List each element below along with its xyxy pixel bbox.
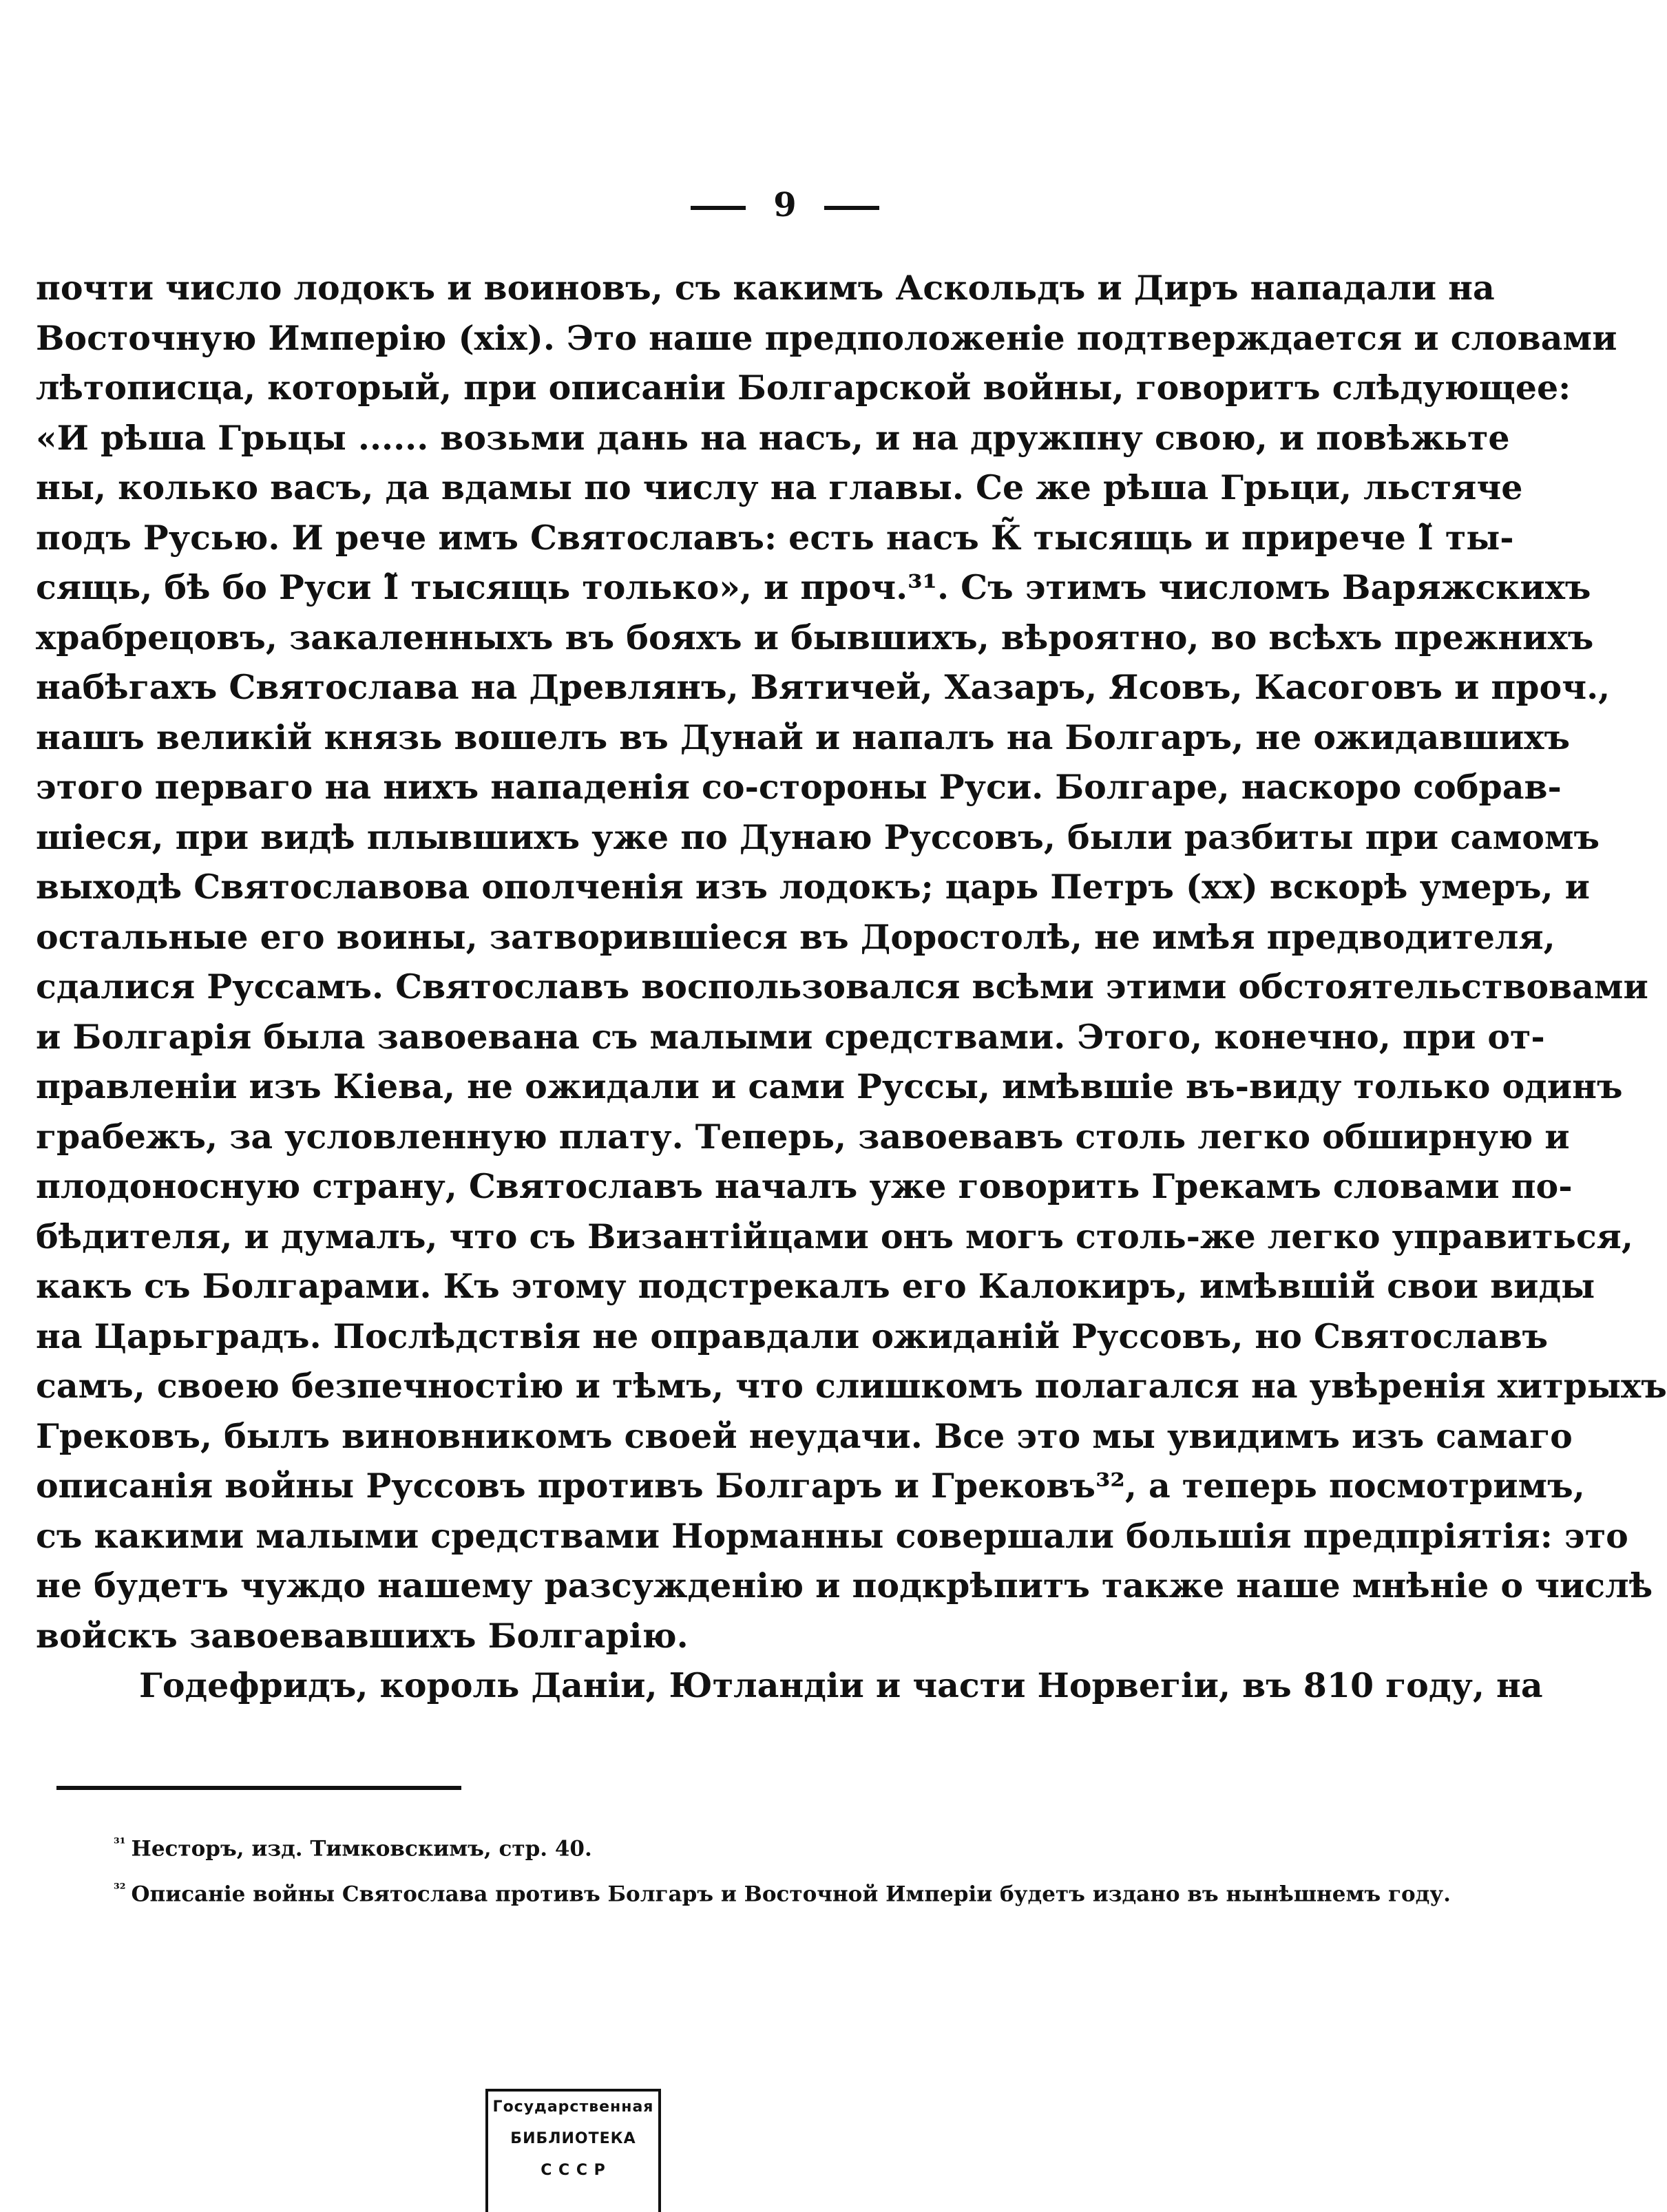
footnotes	[114, 1823, 1451, 1915]
stamp-line-3: С С С Р	[541, 2162, 606, 2179]
text-line: почти число лодокъ и воиновъ, съ какимъ Аскольдъ и Диръ нападали на	[36, 268, 1495, 308]
text-line: Грековъ, былъ виновникомъ своей неудачи. Все это мы увидимъ изъ самаго	[36, 1415, 1573, 1456]
text-line: подъ Русью. И рече имъ Святославъ: есть насъ К̃ тысящь и прирече Ӏ̃ ты-	[36, 517, 1514, 558]
footnote-32	[114, 1868, 1451, 1914]
text-line: съ какими малыми средствами Норманны совершали большія предпріятія: это	[36, 1515, 1628, 1556]
text-line: правленіи изъ Кіева, не ожидали и сами Руссы, имѣвшіе въ-виду только одинъ	[36, 1066, 1623, 1106]
text-line: лѣтописца, который, при описаніи Болгарской войны, говоритъ слѣдующее:	[36, 368, 1571, 408]
text-line: самъ, своею безпечностію и тѣмъ, что слишкомъ полагался на увѣренія хитрыхъ	[36, 1366, 1667, 1406]
text-line: на Царьградъ. Послѣдствія не оправдали ожиданій Руссовъ, но Святославъ	[36, 1316, 1549, 1356]
page-number-value: 9	[773, 186, 797, 224]
text-line: шіеся, при видѣ плывшихъ уже по Дунаю Руссовъ, были разбиты при самомъ	[36, 817, 1600, 857]
text-line: какъ съ Болгарами. Къ этому подстрекалъ его Калокиръ, имѣвшій свои виды	[36, 1266, 1595, 1306]
footnote-mark: ³²	[114, 1880, 126, 1897]
text-line: этого перваго на нихъ нападенія со-стороны Руси. Болгаре, наскоро собрав-	[36, 767, 1562, 807]
footnote-mark: ³¹	[114, 1835, 126, 1851]
page-number	[0, 186, 1570, 224]
text-line: войскъ завоевавшихъ Болгарію.	[36, 1615, 689, 1656]
text-line: «И рѣша Грьцы ...... возьми дань на насъ, и на дружпну свою, и повѣжьте	[36, 417, 1510, 458]
text-line: описанія войны Руссовъ противъ Болгаръ и Грековъ³², а теперь посмотримъ,	[36, 1466, 1585, 1506]
text-line: сящь, бѣ бо Руси Ӏ̃ тысящь только», и проч.³¹. Съ этимъ числомъ Варяжскихъ	[36, 567, 1591, 607]
footnote-divider	[56, 1786, 461, 1790]
stamp-line-2: БИБЛИОТЕКА	[510, 2130, 636, 2147]
text-line: сдалися Руссамъ. Святославъ воспользовался всѣми этими обстоятельствовами	[36, 967, 1648, 1007]
footnote-31	[114, 1823, 1339, 1868]
text-line: бѣдителя, и думалъ, что съ Византійцами онъ могъ столь-же легко управиться,	[36, 1216, 1633, 1256]
text-line: храбрецовъ, закаленныхъ въ бояхъ и бывшихъ, вѣроятно, во всѣхъ прежнихъ	[36, 617, 1594, 657]
footnote-text: Описаніе войны Святослава противъ Болгаръ и Восточной Имперіи будетъ издано въ нынѣшнемъ году.	[131, 1882, 1451, 1907]
text-line: нашъ великій князь вошелъ въ Дунай и напалъ на Болгаръ, не ожидавшихъ	[36, 717, 1571, 757]
footnote-text: Несторъ, изд. Тимковскимъ, стр. 40.	[131, 1836, 592, 1862]
text-line: и Болгарія была завоевана съ малыми средствами. Этого, конечно, при от-	[36, 1016, 1545, 1057]
library-stamp	[485, 2089, 661, 2212]
body-text	[36, 263, 1667, 1711]
page-number-dash-right	[824, 206, 879, 210]
text-line: ны, колько васъ, да вдамы по числу на главы. Се же рѣша Грьци, льстяче	[36, 467, 1523, 507]
text-line: остальные его воины, затворившіеся въ Доростолѣ, не имѣя предводителя,	[36, 916, 1555, 957]
text-line: выходѣ Святославова ополченія изъ лодокъ; царь Петръ (xx) вскорѣ умеръ, и	[36, 867, 1590, 907]
text-line: набѣгахъ Святослава на Древлянъ, Вятичей, Хазаръ, Ясовъ, Касоговъ и проч.,	[36, 667, 1611, 707]
text-line: плодоносную страну, Святославъ началъ уже говорить Грекамъ словами по-	[36, 1166, 1573, 1206]
paragraph-2-line: Годефридъ, король Даніи, Ютландіи и части Норвегіи, въ 810 году, на	[139, 1665, 1543, 1705]
text-line: грабежъ, за условленную плату. Теперь, завоевавъ столь легко обширную и	[36, 1116, 1570, 1157]
stamp-line-1: Государственная	[492, 2098, 654, 2116]
text-line: Восточную Имперію (xix). Это наше предположеніе подтверждается и словами	[36, 317, 1617, 358]
text-line: не будетъ чуждо нашему разсужденію и подкрѣпитъ также наше мнѣніе о числѣ	[36, 1566, 1653, 1605]
page-number-dash-left	[691, 206, 746, 210]
